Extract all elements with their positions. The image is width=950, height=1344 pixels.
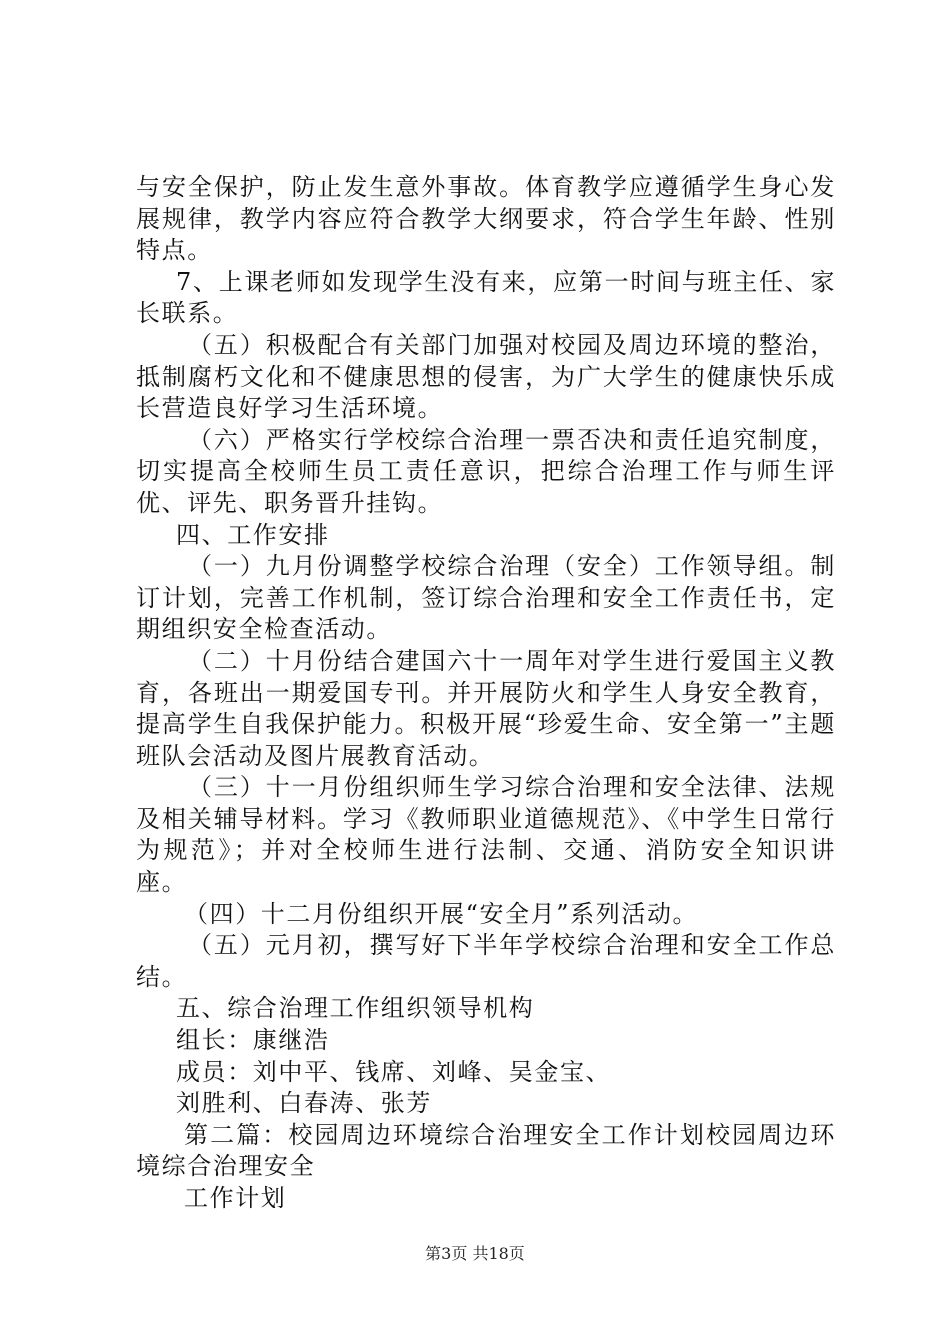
paragraph-item-7: 7、上课老师如发现学生没有来，应第一时间与班主任、家长联系。	[136, 267, 836, 328]
paragraph-arrangement-4: （四）十二月份组织开展“安全月”系列活动。	[184, 899, 699, 928]
heading-leadership: 五、综合治理工作组织领导机构	[176, 994, 535, 1023]
paragraph-section-6: （六）严格实行学校综合治理一票否决和责任追究制度，切实提高全校师生员工责任意识，把综合治理工作与师生评优、评先、职务晋升挂钩。	[136, 425, 836, 517]
paragraph-arrangement-1: （一）九月份调整学校综合治理（安全）工作领导组。制订计划，完善工作机制，签订综合治理和安全工作责任书，定期组织安全检查活动。	[136, 552, 836, 644]
heading-work-arrangement: 四、工作安排	[176, 520, 330, 549]
page-number-footer: 第3页 共18页	[425, 1244, 525, 1263]
paragraph-arrangement-5: （五）元月初，撰写好下半年学校综合治理和安全工作总结。	[136, 931, 836, 991]
paragraph-arrangement-3: （三）十一月份组织师生学习综合治理和安全法律、法规及相关辅导材料。学习《教师职业道德规范》、《中学生日常行为规范》；并对全校师生进行法制、交通、消防安全知识讲座。	[136, 773, 836, 897]
heading-work-plan: 工作计划	[184, 1184, 287, 1212]
paragraph-safety-protection: 与安全保护，防止发生意外事故。体育教学应遵循学生身心发展规律，教学内容应符合教学大纲要求，符合学生年龄、性别特点。	[136, 173, 836, 265]
heading-part-two: 第二篇：校园周边环境综合治理安全工作计划校园周边环境综合治理安全	[136, 1120, 836, 1181]
members-line-2: 刘胜利、白春涛、张芳	[176, 1089, 432, 1118]
paragraph-section-5: （五）积极配合有关部门加强对校园及周边环境的整治，抵制腐朽文化和不健康思想的侵害，为广大学生的健康快乐成长营造良好学习生活环境。	[136, 330, 836, 423]
leader-line: 组长：康继浩	[176, 1026, 330, 1055]
document-body	[136, 172, 836, 1215]
paragraph-arrangement-2: （二）十月份结合建国六十一周年对学生进行爱国主义教育，各班出一期爱国专刊。并开展防火和学生人身安全教育，提高学生自我保护能力。积极开展“珍爱生命、安全第一”主题班队会活动及图片展教育活动。	[136, 646, 836, 770]
members-line-1: 成员：刘中平、钱席、刘峰、吴金宝、	[176, 1057, 612, 1086]
